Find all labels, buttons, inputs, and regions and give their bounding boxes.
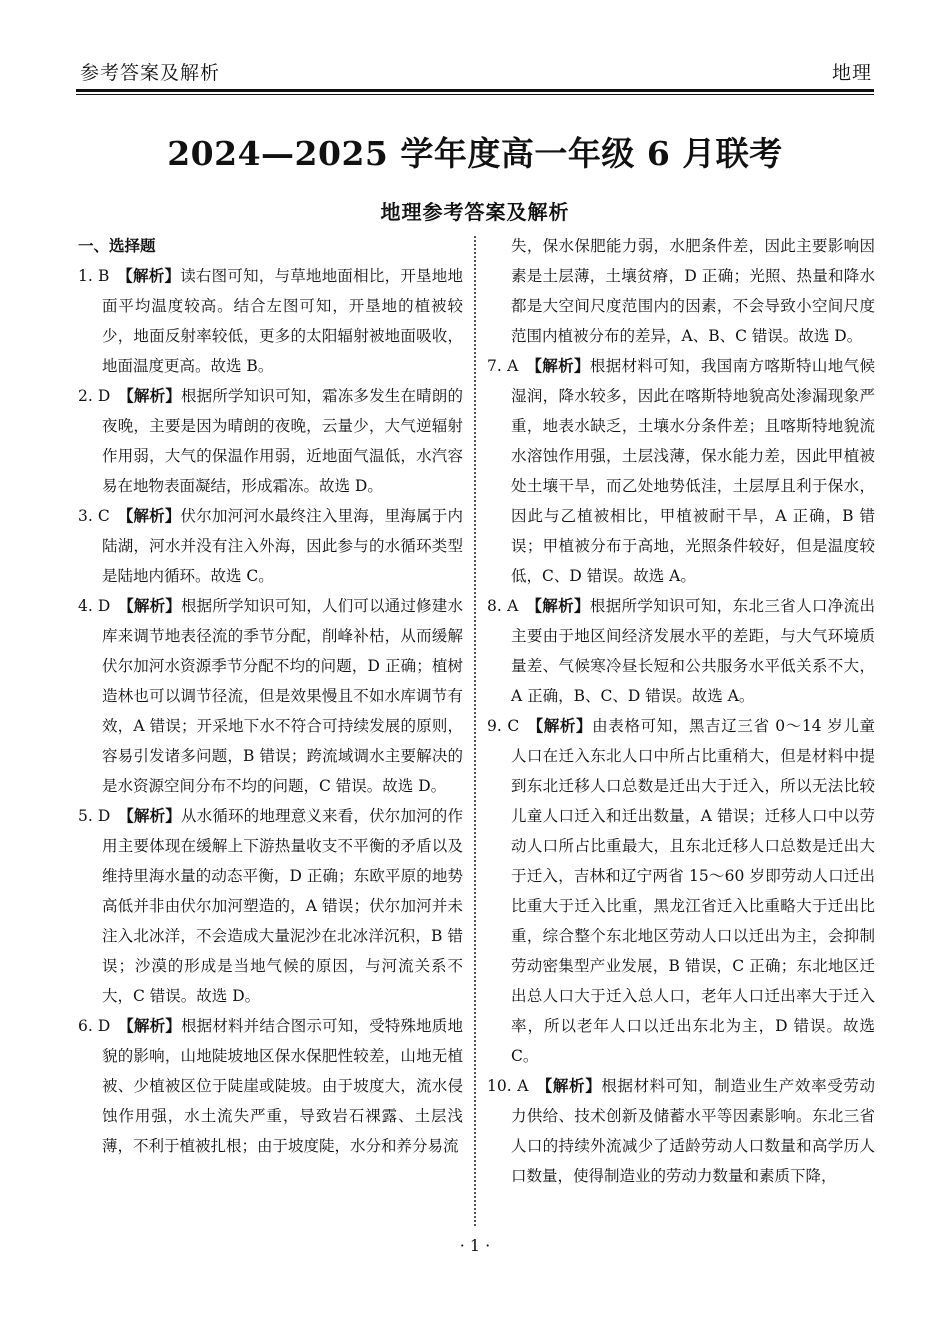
- answer-number: 4. D: [78, 597, 111, 615]
- answer-item: [78, 591, 463, 801]
- analysis-tag: 【解析】: [536, 1076, 602, 1095]
- answer-text: 根据材料可知，制造业生产效率受劳动力供给、技术创新及储蓄水平等因素影响。东北三省人口的持续外流减少了适龄劳动人口数量和高学历人口数量，使得制造业的劳动力数量和素质下降，: [511, 1077, 875, 1185]
- analysis-tag: 【解析】: [526, 596, 590, 615]
- answer-text: 根据所学知识可知，霜冻多发生在晴朗的夜晚，主要是因为晴朗的夜晚，云量少，大气逆辐射作用弱，大气的保温作用弱，近地面气温低，水汽容易在地物表面凝结，形成霜冻。故选 D。: [102, 387, 463, 495]
- header-rule-thin: [76, 94, 874, 95]
- continued-answer-text: 失，保水保肥能力弱，水肥条件差，因此主要影响因素是土层薄，土壤贫瘠，D 正确；光照、热量和降水都是大空间尺度范围内的因素，不会导致小空间尺度范围内植被分布的差异，A、B、C 错误。故选 D。: [511, 237, 875, 345]
- page-title: 2024—2025 学年度高一年级 6 月联考: [167, 134, 783, 173]
- answer-number: 8. A: [487, 597, 519, 615]
- analysis-tag: 【解析】: [117, 506, 181, 525]
- analysis-tag: 【解析】: [118, 1016, 181, 1035]
- page-subtitle: 地理参考答案及解析: [380, 200, 570, 224]
- answer-text: 由表格可知，黑吉辽三省 0～14 岁儿童人口在迁入东北人口中所占比重稍大，但是材料中提到东北迁移人口总数是迁出大于迁入，所以无法比较儿童人口迁入和迁出数量，A 错误；迁移人口中以劳动人口所占比重最大，且东北迁移人口总数是迁出大于迁入，吉林和辽宁两省 15～60 岁即劳动人口迁出比重大于迁入比重，黑龙江省迁入比重略大于迁出比重，综合整个东北地区劳动人口以迁出为主，会抑制劳动密集型产业发展，B 错误，C 正确；东北地区迁出总人口大于迁入总人口，老年人口迁出率大于迁入率，所以老年人口以迁出东北为主，D 错误。故选 C。: [511, 717, 875, 1065]
- answer-number: 1. B: [78, 267, 110, 285]
- answer-text: 根据材料并结合图示可知，受特殊地质地貌的影响，山地陡坡地区保水保肥性较差，山地无植被、少植被区位于陡崖或陡坡。由于坡度大，流水侵蚀作用强，水土流失严重，导致岩石裸露、土层浅薄，不利于植被扎根；由于坡度陡，水分和养分易流: [102, 1017, 463, 1155]
- answer-item: [487, 1071, 875, 1191]
- header-left-title: 参考答案及解析: [80, 62, 221, 84]
- analysis-tag: 【解析】: [118, 806, 181, 825]
- analysis-tag: 【解析】: [526, 716, 593, 735]
- answer-number: 2. D: [78, 387, 111, 405]
- answer-text: 从水循环的地理意义来看，伏尔加河的作用主要体现在缓解上下游热量收支不平衡的矛盾以及维持里海水量的动态平衡，D 正确；东欧平原的地势高低并非由伏尔加河塑造的，A 错误；伏尔加河并未注入北冰洋，不会造成大量泥沙在北冰洋沉积，B 错误；沙漠的形成是当地气候的原因，与河流关系不大，C 错误。故选 D。: [102, 807, 463, 1005]
- answer-text: 根据材料可知，我国南方喀斯特山地气候湿润，降水较多，因此在喀斯特地貌高处渗漏现象严重，地表水缺乏，土壤水分条件差；且喀斯特地貌流水溶蚀作用强，土层浅薄，保水能力差，因此甲植被处土壤干旱，而乙处地势低洼，土层厚且利于保水，因此与乙植被相比，甲植被耐干旱，A 正确，B 错误；甲植被分布于高地，光照条件较好，但是温度较低，C、D 错误。故选 A。: [511, 357, 875, 585]
- column-divider: [474, 236, 476, 1226]
- header-rule-thick: [76, 89, 874, 92]
- right-column: [487, 231, 875, 1191]
- answer-item: [78, 381, 463, 501]
- answer-number: 5. D: [78, 807, 111, 825]
- analysis-tag: 【解析】: [118, 386, 181, 405]
- answer-text: 伏尔加河河水最终注入里海，里海属于内陆湖，河水并没有注入外海，因此参与的水循环类型是陆地内循环。故选 C。: [102, 507, 463, 585]
- page-number: · 1 ·: [459, 1236, 491, 1255]
- analysis-tag: 【解析】: [526, 356, 590, 375]
- answer-number: 7. A: [487, 357, 519, 375]
- answer-item: [487, 711, 875, 1071]
- answer-text: 根据所学知识可知，东北三省人口净流出主要由于地区间经济发展水平的差距，与大气环境质量差、气候寒冷昼长短和公共服务水平低关系不大，A 正确，B、C、D 错误。故选 A。: [511, 597, 875, 705]
- analysis-tag: 【解析】: [117, 266, 181, 285]
- answer-item: [78, 801, 463, 1011]
- answer-item: [78, 261, 463, 381]
- answer-item: [487, 591, 875, 711]
- left-column: [78, 231, 463, 1161]
- section-heading: 一、选择题: [78, 236, 156, 255]
- answer-item: [487, 351, 875, 591]
- answer-number: 3. C: [78, 507, 110, 525]
- answer-number: 9. C: [487, 717, 520, 735]
- left-question-list: [78, 261, 463, 1161]
- analysis-tag: 【解析】: [118, 596, 181, 615]
- right-question-list: [487, 351, 875, 1191]
- answer-text: 根据所学知识可知，人们可以通过修建水库来调节地表径流的季节分配，削峰补枯，从而缓解伏尔加河水资源季节分配不均的问题，D 正确；植树造林也可以调节径流，但是效果慢且不如水库调节有效，A 错误；开采地下水不符合可持续发展的原则，容易引发诸多问题，B 错误；跨流域调水主要解决的是水资源空间分布不均的问题，C 错误。故选 D。: [102, 597, 463, 795]
- header-subject: 地理: [831, 62, 872, 84]
- answer-text: 读右图可知，与草地地面相比，开垦地地面平均温度较高。结合左图可知，开垦地的植被较少，地面反射率较低，更多的太阳辐射被地面吸收，地面温度更高。故选 B。: [102, 267, 463, 375]
- answer-number: 10. A: [487, 1077, 529, 1095]
- answer-item: [78, 501, 463, 591]
- answer-number: 6. D: [78, 1017, 111, 1035]
- answer-item: [78, 1011, 463, 1161]
